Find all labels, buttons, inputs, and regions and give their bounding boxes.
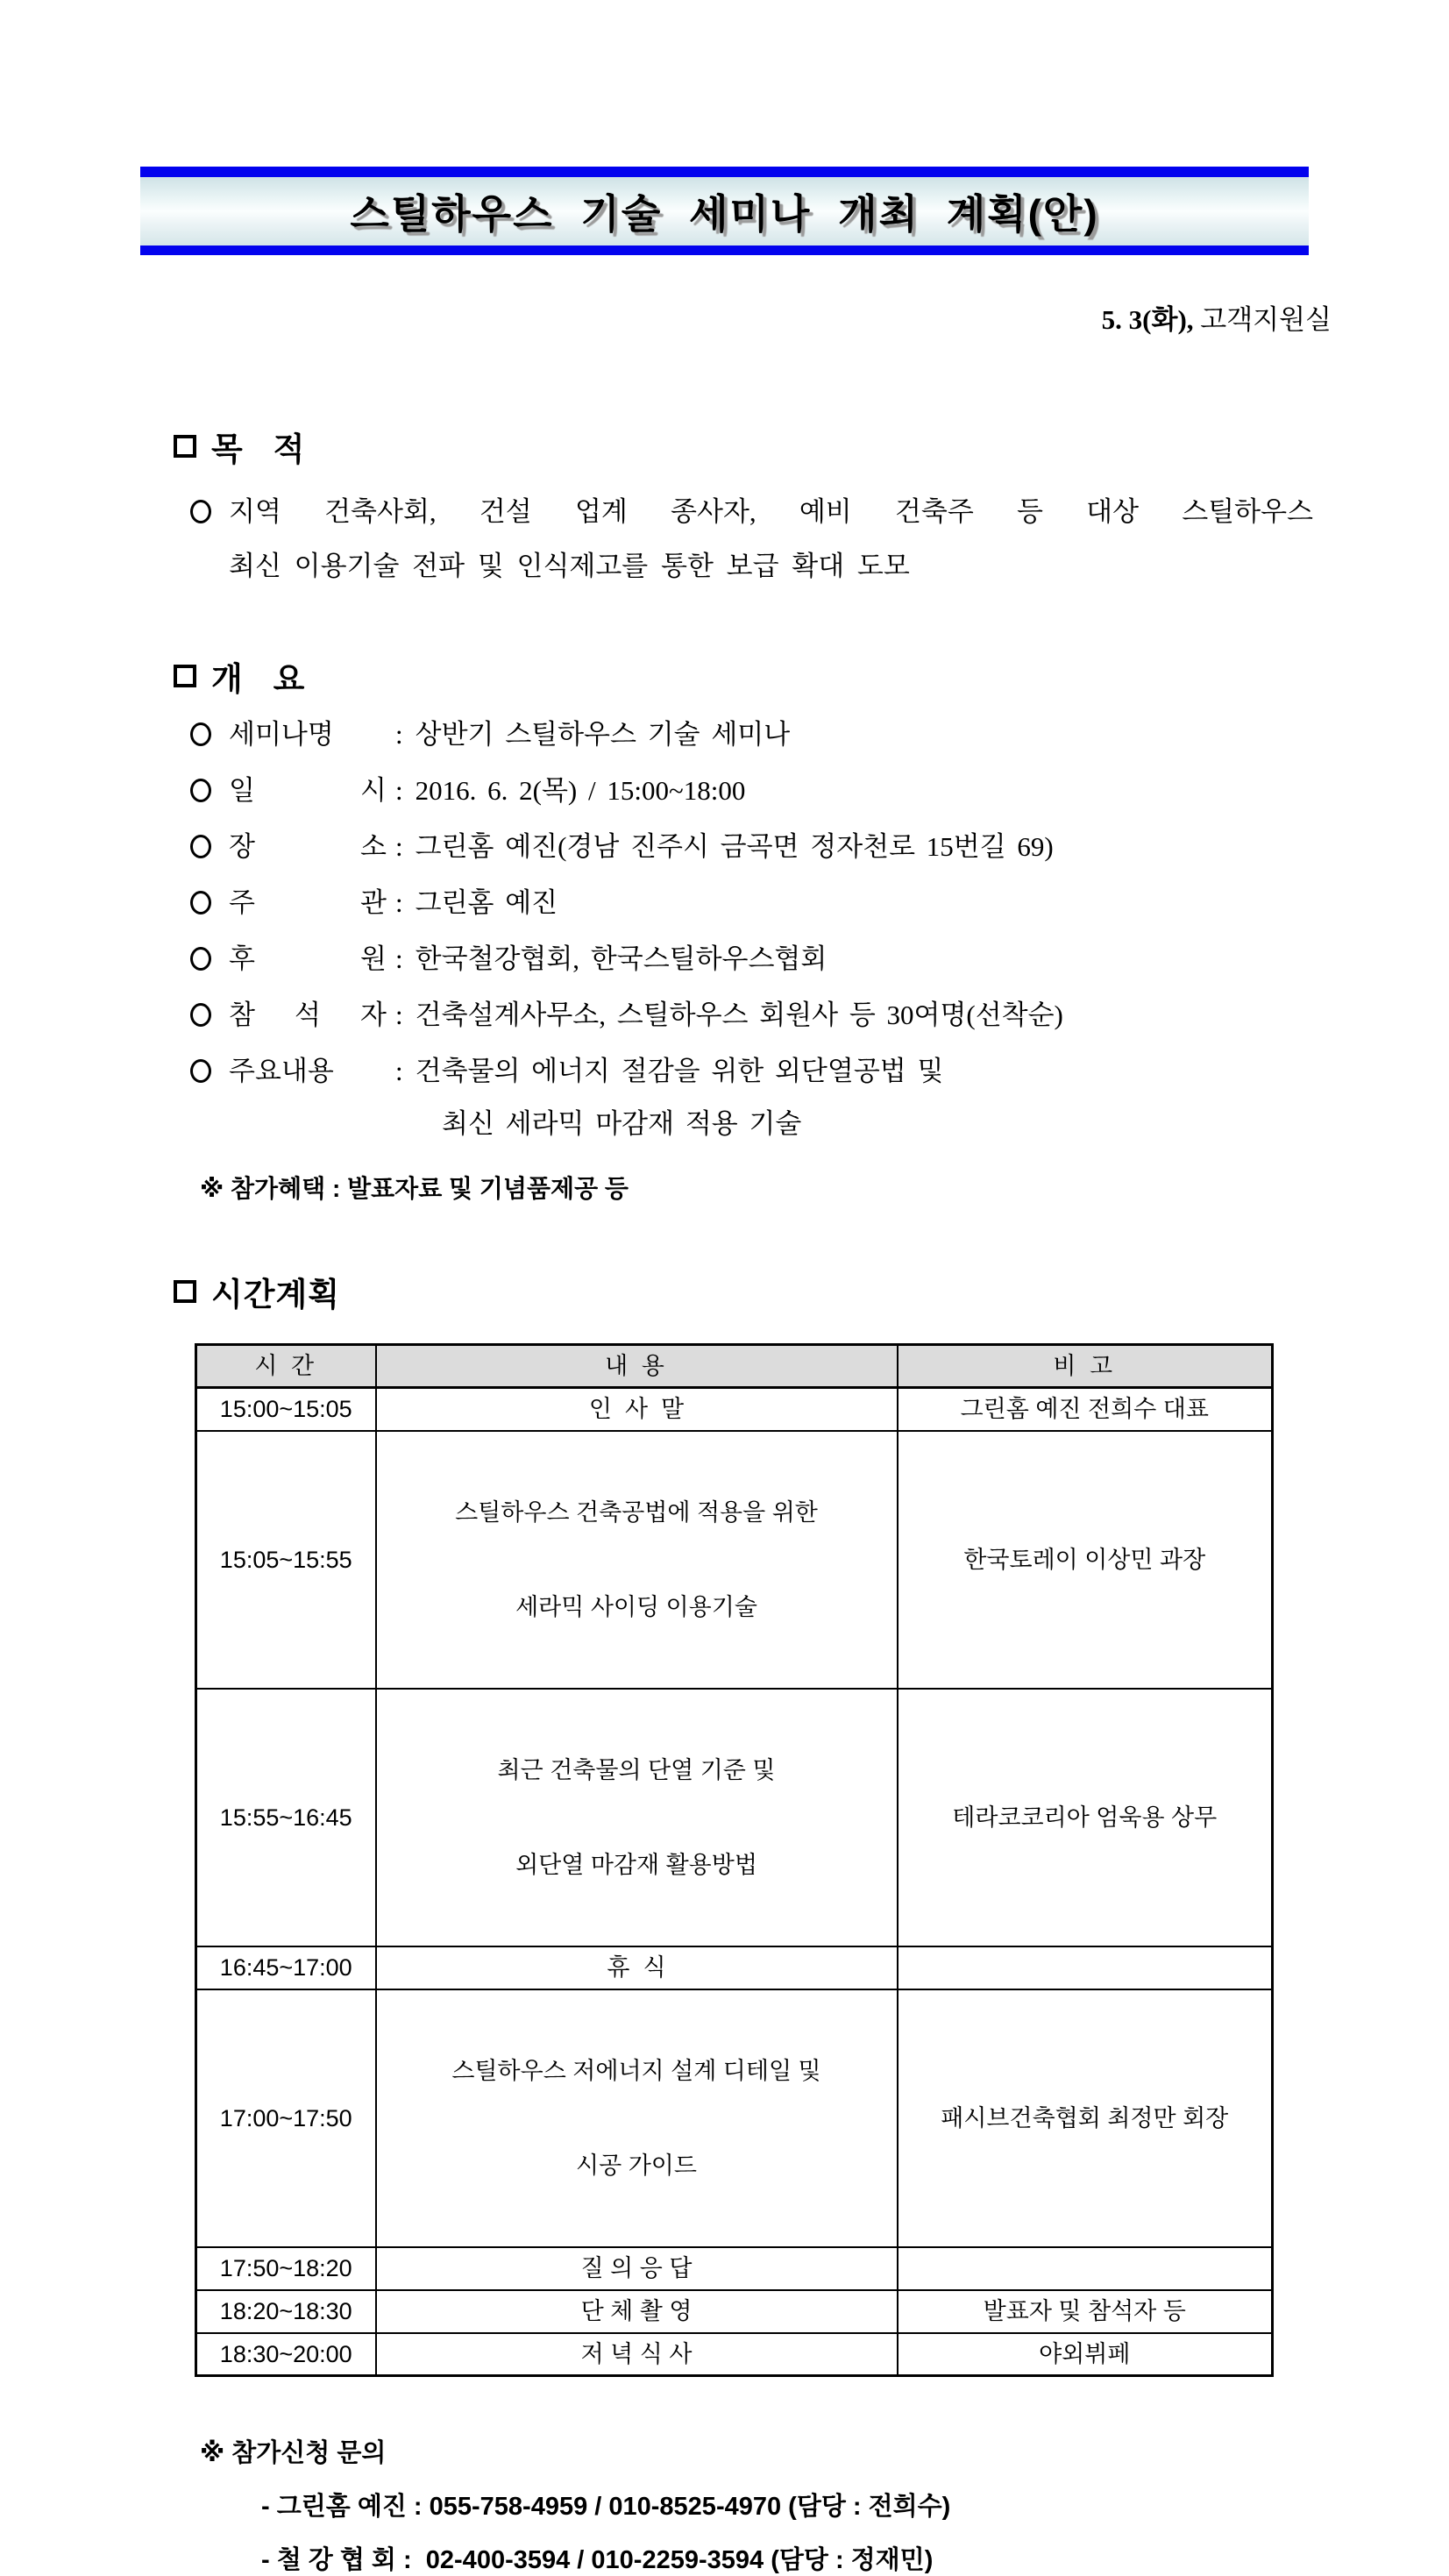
content-line: 인 사 말 bbox=[588, 1396, 685, 1423]
cell-content bbox=[376, 1689, 898, 1946]
col-header-time: 시 간 bbox=[196, 1345, 376, 1388]
main-content-second-line: 최신 세라믹 마감재 적용 기술 bbox=[442, 1108, 802, 1139]
square-bullet-icon bbox=[174, 1280, 196, 1303]
overview-item-main-content bbox=[174, 1050, 1313, 1092]
circle-bullet-icon bbox=[190, 835, 211, 858]
cell-content bbox=[376, 2333, 898, 2376]
content-line: 스틸하우스 저에너지 설계 디테일 및 bbox=[451, 2057, 821, 2084]
label-separator: : bbox=[395, 831, 403, 862]
content-line: 질 의 응 답 bbox=[580, 2255, 693, 2281]
table-row bbox=[196, 1388, 1273, 1431]
cell-content bbox=[376, 2290, 898, 2333]
cell-remark bbox=[898, 1946, 1273, 1989]
content-line: 시공 가이드 bbox=[576, 2152, 697, 2179]
item-value: 그린홈 예진 bbox=[415, 887, 558, 918]
section-schedule bbox=[174, 1268, 1313, 2377]
item-value: 그린홈 예진(경남 진주시 금곡면 정자천로 15번길 69) bbox=[415, 831, 1054, 862]
cell-content bbox=[376, 1388, 898, 1431]
label-separator: : bbox=[395, 1056, 403, 1086]
cell-remark: 그린홈 예진 전희수 대표 bbox=[898, 1388, 1273, 1431]
schedule-header bbox=[174, 1268, 1313, 1315]
table-row bbox=[196, 1689, 1273, 1946]
document-title: 스틸하우스 기술 세미나 개최 계획(안) bbox=[350, 191, 1099, 237]
participation-benefit-note: ※ 참가혜택 : 발표자료 및 기념품제공 등 bbox=[200, 1175, 629, 1202]
purpose-title: 목 적 bbox=[211, 431, 306, 467]
item-label: 주 관 bbox=[229, 887, 387, 918]
content-line: 외단열 마감재 활용방법 bbox=[515, 1851, 757, 1878]
item-label: 후 원 bbox=[229, 943, 387, 974]
table-row bbox=[196, 1946, 1273, 1989]
contact-title: ※ 참가신청 문의 bbox=[200, 2439, 387, 2467]
cell-content bbox=[376, 1989, 898, 2247]
overview-title: 개 요 bbox=[211, 661, 306, 697]
cell-time: 17:50~18:20 bbox=[196, 2247, 376, 2290]
content-line: 스틸하우스 건축공법에 적용을 위한 bbox=[455, 1498, 818, 1526]
square-bullet-icon bbox=[174, 665, 196, 687]
label-separator: : bbox=[395, 887, 403, 918]
label-separator: : bbox=[395, 943, 403, 974]
table-row bbox=[196, 2333, 1273, 2376]
overview-header bbox=[174, 652, 1313, 700]
table-row bbox=[196, 1989, 1273, 2247]
cell-time: 15:05~15:55 bbox=[196, 1431, 376, 1689]
item-value: 2016. 6. 2(목) / 15:00~18:00 bbox=[415, 775, 746, 806]
purpose-header bbox=[174, 423, 1313, 470]
date-text: 5. 3(화), bbox=[1101, 304, 1194, 335]
item-value: 건축물의 에너지 절감을 위한 외단열공법 및 bbox=[415, 1056, 944, 1086]
cell-time: 15:55~16:45 bbox=[196, 1689, 376, 1946]
cell-time: 16:45~17:00 bbox=[196, 1946, 376, 1989]
item-label: 참 석 자 bbox=[229, 1000, 387, 1030]
content-line: 저 녁 식 사 bbox=[580, 2340, 693, 2367]
document-page bbox=[0, 167, 1449, 2574]
content-line: 최근 건축물의 단열 기준 및 bbox=[497, 1756, 776, 1783]
section-contact bbox=[174, 2433, 1313, 2576]
cell-content bbox=[376, 2247, 898, 2290]
item-value: 상반기 스틸하우스 기술 세미나 bbox=[415, 719, 791, 750]
schedule-title: 시간계획 bbox=[211, 1277, 340, 1313]
table-row bbox=[196, 2290, 1273, 2333]
cell-remark: 패시브건축협회 최정만 회장 bbox=[898, 1989, 1273, 2247]
circle-bullet-icon bbox=[190, 722, 211, 746]
section-purpose bbox=[174, 423, 1313, 587]
cell-remark bbox=[898, 2247, 1273, 2290]
label-separator: : bbox=[395, 1000, 403, 1030]
cell-time: 18:30~20:00 bbox=[196, 2333, 376, 2376]
label-separator: : bbox=[395, 775, 403, 806]
content-line: 단 체 촬 영 bbox=[580, 2298, 693, 2324]
title-banner bbox=[140, 167, 1309, 255]
cell-time: 18:20~18:30 bbox=[196, 2290, 376, 2333]
item-label: 주요내용 bbox=[229, 1056, 334, 1086]
content-line: 세라믹 사이딩 이용기술 bbox=[515, 1593, 757, 1620]
purpose-line1: 지역 건축사회, 건설 업계 종사자, 예비 건축주 등 대상 스틸하우스 bbox=[229, 496, 1313, 527]
item-label: 일 시 bbox=[229, 775, 387, 806]
circle-bullet-icon bbox=[190, 947, 211, 971]
overview-item-sponsor bbox=[174, 938, 1313, 980]
circle-bullet-icon bbox=[190, 891, 211, 914]
cell-time: 17:00~17:50 bbox=[196, 1989, 376, 2247]
label-separator: : bbox=[395, 719, 403, 750]
table-header-row bbox=[196, 1345, 1273, 1388]
contact-line-greenhome: - 그린홈 예진 : 055-758-4959 / 010-8525-4970 (담당 : 전희수) bbox=[261, 2493, 951, 2521]
table-row bbox=[196, 1431, 1273, 1689]
square-bullet-icon bbox=[174, 435, 196, 458]
cell-remark: 발표자 및 참석자 등 bbox=[898, 2290, 1273, 2333]
content-line: 휴 식 bbox=[607, 1954, 666, 1981]
banner-body bbox=[140, 177, 1309, 246]
cell-remark: 테라코코리아 엄욱용 상무 bbox=[898, 1689, 1273, 1946]
purpose-item bbox=[174, 491, 1313, 533]
item-label: 세미나명 bbox=[229, 719, 334, 750]
section-overview bbox=[174, 652, 1313, 1205]
overview-item-seminar-name bbox=[174, 714, 1313, 756]
department-text: 고객지원실 bbox=[1200, 304, 1332, 335]
date-department-line bbox=[0, 266, 1449, 368]
cell-remark: 야외뷔페 bbox=[898, 2333, 1273, 2376]
banner-bottom-bar bbox=[140, 246, 1309, 255]
col-header-remark: 비 고 bbox=[898, 1345, 1273, 1388]
overview-item-attendees bbox=[174, 994, 1313, 1036]
cell-time: 15:00~15:05 bbox=[196, 1388, 376, 1431]
purpose-line2: 최신 이용기술 전파 및 인식제고를 통한 보급 확대 도모 bbox=[229, 551, 910, 581]
overview-item-datetime bbox=[174, 770, 1313, 812]
overview-item-place bbox=[174, 826, 1313, 868]
item-value: 한국철강협회, 한국스틸하우스협회 bbox=[415, 943, 827, 974]
circle-bullet-icon bbox=[190, 500, 211, 523]
contact-line-steel-association: - 철 강 협 회 : 02-400-3594 / 010-2259-3594 (담당 : 정재민) bbox=[261, 2546, 934, 2574]
banner-top-bar bbox=[140, 167, 1309, 177]
circle-bullet-icon bbox=[190, 1003, 211, 1027]
item-label: 장 소 bbox=[229, 831, 387, 862]
cell-content bbox=[376, 1946, 898, 1989]
col-header-content: 내 용 bbox=[376, 1345, 898, 1388]
cell-content bbox=[376, 1431, 898, 1689]
item-value: 건축설계사무소, 스틸하우스 회원사 등 30여명(선착순) bbox=[415, 1000, 1063, 1030]
circle-bullet-icon bbox=[190, 779, 211, 802]
overview-item-host bbox=[174, 882, 1313, 924]
circle-bullet-icon bbox=[190, 1059, 211, 1083]
cell-remark: 한국토레이 이상민 과장 bbox=[898, 1431, 1273, 1689]
table-row bbox=[196, 2247, 1273, 2290]
schedule-table bbox=[195, 1343, 1274, 2377]
